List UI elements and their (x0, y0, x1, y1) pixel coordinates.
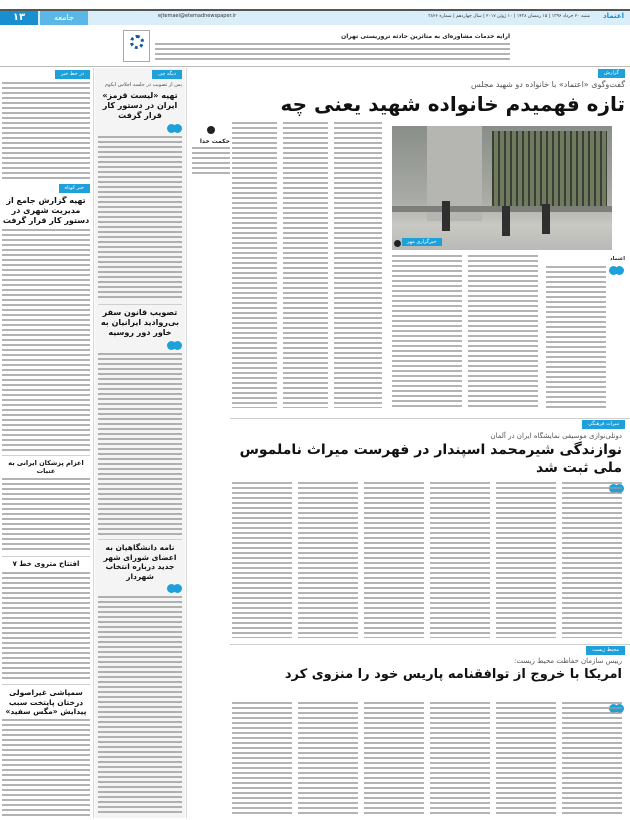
middle-body-2 (98, 353, 182, 536)
quote-icon (166, 341, 182, 350)
header-bar (0, 9, 630, 25)
left-headline-1: تهیه گزارش جامع از مدیریت شهری در دستور کار قرار گرفت (2, 195, 90, 225)
main-body-col (468, 255, 538, 408)
notice-logo (123, 30, 150, 62)
divider (2, 455, 90, 456)
environment-kicker: رییس سازمان حفاظت محیط زیست: (514, 657, 622, 665)
left-body-1 (2, 229, 90, 452)
notice-body (155, 43, 510, 60)
middle-body-1 (98, 136, 182, 301)
left-headline-4: سمپاشی غیراصولی درختان پایتخت سبب پیدایش «مگس سفید» (5, 688, 87, 716)
divider (2, 556, 90, 557)
environment-body (232, 702, 622, 816)
left-tag-2: خبر کوتاه (59, 184, 90, 193)
dateline: شنبه ۲۰ خرداد ۱۳۹۶ | ۱۵ رمضان ۱۴۳۸ | ۱۰ ژوئن ۲۰۱۷ | سال چهاردهم | شماره ۳۸۲۶ (428, 14, 590, 19)
main-body-col (232, 122, 277, 408)
box-title: حکمت خدا (199, 138, 230, 145)
left-body-2 (2, 478, 90, 553)
main-body-col (546, 266, 606, 408)
section-name: جامعه (40, 11, 88, 25)
box-body (192, 147, 230, 177)
left-column (2, 68, 90, 818)
environment-tag: محیط زیست (586, 646, 625, 655)
quote-icon (166, 584, 182, 593)
page-number: ۱۳ (0, 11, 38, 25)
middle-headline-2: تصویب قانون سفر بی‌روادید ایرانیان به خاور دور روسیه (100, 308, 180, 338)
newspaper-logo: اعتماد (603, 12, 624, 20)
sidebar-label: اعتماد (610, 256, 625, 262)
left-briefs (2, 82, 90, 181)
quote-icon (166, 124, 182, 133)
main-body-col (283, 122, 328, 408)
middle-headline-3: نامه دانشگاهیان به اعضای شورای شهر جدید درباره انتخاب شهردار (103, 543, 177, 581)
middle-column (95, 68, 185, 818)
notice-title: ارایه خدمات مشاوره‌ای به متاثرین حادثه تروریستی تهران (341, 33, 510, 40)
environment-headline: امریکا با خروج از توافقنامه پاریس خود را منزوی کرد (284, 667, 622, 682)
heritage-headline: نوازندگی شیرمحمد اسپندار در فهرست میراث ناملموس ملی ثبت شد (239, 442, 622, 476)
middle-tag: دیگه چی (152, 70, 182, 79)
middle-body-3 (98, 596, 182, 816)
box-icon (207, 126, 215, 134)
heritage-kicker: دونلی‌نوازی موسیقی نمایشگاه ایران در آلمان (490, 432, 622, 440)
left-body-4 (2, 719, 90, 818)
quote-icon (608, 266, 624, 275)
left-headline-2: اعزام پزشکان ایرانی به عتبات (8, 459, 84, 476)
photo-credit: خبرگزاری مهر (402, 238, 442, 246)
divider (2, 684, 90, 685)
camera-icon (394, 240, 401, 247)
left-body-3 (2, 572, 90, 681)
middle-headline-1: تهیه «لیست قرمز» ایران در دستور کار قرار گرفت (102, 91, 178, 120)
divider (98, 304, 182, 305)
left-tag-1: در خط خبر (55, 70, 90, 79)
left-headline-3: افتتاح متروی خط ۷ (12, 560, 80, 569)
heritage-tag: میراث فرهنگی (582, 420, 625, 429)
heritage-body (232, 482, 622, 638)
main-headline: تازه فهمیدم خانواده شهید یعنی چه (280, 92, 625, 116)
divider (98, 539, 182, 540)
email[interactable]: ejtemaei@etemadnewspaper.ir (158, 13, 237, 19)
main-tag: گزارش (598, 69, 625, 78)
middle-kicker: پس از تصویب در جلسه اجلاس ایکوم (104, 82, 182, 88)
main-kicker: گفت‌وگوی «اعتماد» با خانواده دو شهید مجلس (471, 80, 625, 89)
news-photo (392, 126, 612, 250)
main-body-col (392, 255, 462, 408)
main-body-col (334, 122, 382, 408)
